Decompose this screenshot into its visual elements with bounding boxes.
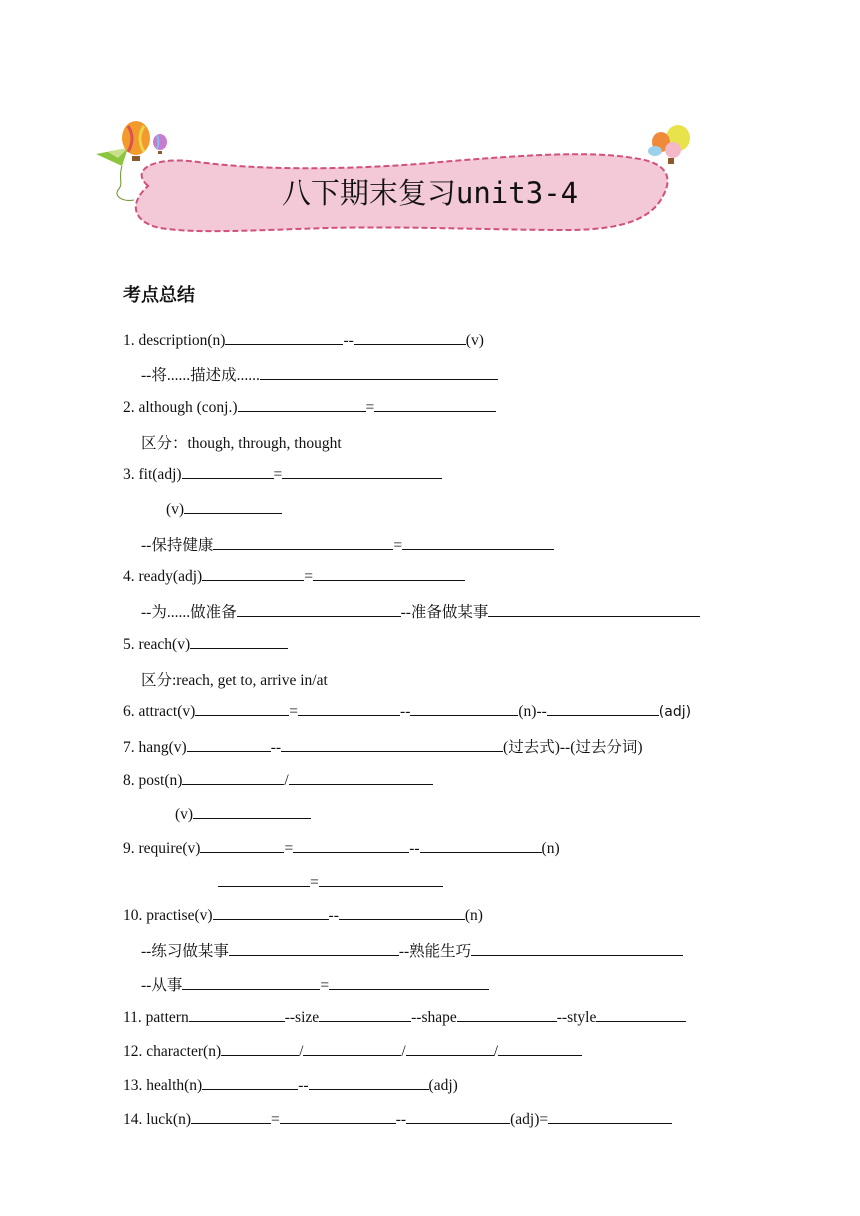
exercise-line xyxy=(141,600,700,622)
answer-blank[interactable] xyxy=(191,1109,271,1124)
answer-blank[interactable] xyxy=(457,1007,557,1022)
answer-blank[interactable] xyxy=(289,770,433,785)
answer-blank[interactable] xyxy=(329,975,489,990)
line-text: --为......做准备 xyxy=(141,604,237,621)
line-text: 1. description(n) xyxy=(123,332,226,349)
line-text: 9. require(v) xyxy=(123,840,201,857)
answer-blank[interactable] xyxy=(420,838,542,853)
answer-blank[interactable] xyxy=(339,905,465,920)
line-text: 5. reach(v) xyxy=(123,636,191,653)
line-text: = xyxy=(365,399,375,416)
answer-blank[interactable] xyxy=(193,804,311,819)
exercise-line xyxy=(123,464,442,484)
answer-blank[interactable] xyxy=(410,701,518,716)
line-text: = xyxy=(320,977,330,994)
answer-blank[interactable] xyxy=(182,464,274,479)
line-text: --熟能生巧 xyxy=(398,943,472,960)
answer-blank[interactable] xyxy=(260,365,498,380)
answer-blank[interactable] xyxy=(498,1041,582,1056)
line-text: 8. post(n) xyxy=(123,772,183,789)
line-text: 区分：though, through, thought xyxy=(141,435,342,452)
exercise-line xyxy=(141,533,554,555)
answer-blank[interactable] xyxy=(313,566,465,581)
answer-blank[interactable] xyxy=(202,566,304,581)
line-text: --style xyxy=(556,1009,597,1026)
line-text: (v) xyxy=(465,332,484,349)
exercise-line xyxy=(123,634,288,654)
line-text: --shape xyxy=(411,1009,457,1026)
exercise-line xyxy=(123,735,643,757)
exercise-line xyxy=(141,973,489,995)
exercise-line xyxy=(141,939,683,961)
answer-blank[interactable] xyxy=(547,701,659,716)
line-text: -- xyxy=(395,1111,407,1128)
line-text: (adj) xyxy=(428,1077,458,1094)
line-text: 区分:reach, get to, arrive in/at xyxy=(141,672,328,689)
line-text: = xyxy=(284,840,294,857)
line-text: = xyxy=(310,874,319,891)
answer-blank[interactable] xyxy=(354,330,466,345)
exercise-line xyxy=(123,770,433,790)
answer-blank[interactable] xyxy=(184,499,282,514)
exercise-line xyxy=(141,363,498,385)
line-text: = xyxy=(304,568,313,585)
answer-blank[interactable] xyxy=(406,1041,494,1056)
line-text: (n) xyxy=(464,907,483,924)
line-text: (过去式)-- xyxy=(503,739,571,756)
line-text: = xyxy=(271,1111,280,1128)
line-text: 2. although (conj.) xyxy=(123,399,238,416)
line-text: -- xyxy=(409,840,420,857)
answer-blank[interactable] xyxy=(282,464,442,479)
answer-blank[interactable] xyxy=(187,737,271,752)
line-text: --将......描述成...... xyxy=(141,367,260,384)
line-text: = xyxy=(273,466,283,483)
line-text: (adj)= xyxy=(510,1111,549,1128)
answer-blank[interactable] xyxy=(182,770,284,785)
line-text: 11. pattern xyxy=(123,1009,189,1026)
exercise-line xyxy=(141,668,328,690)
answer-blank[interactable] xyxy=(182,975,320,990)
exercise-line xyxy=(123,566,465,586)
line-text: / xyxy=(299,1043,304,1060)
answer-blank[interactable] xyxy=(471,941,683,956)
line-text: --size xyxy=(284,1009,320,1026)
line-text: 12. character(n) xyxy=(123,1043,222,1060)
answer-blank[interactable] xyxy=(202,1075,298,1090)
answer-blank[interactable] xyxy=(195,701,289,716)
line-text: -- xyxy=(343,332,354,349)
answer-blank[interactable] xyxy=(225,330,343,345)
answer-blank[interactable] xyxy=(213,535,393,550)
line-text: 6. attract(v) xyxy=(123,703,196,720)
answer-blank[interactable] xyxy=(293,838,409,853)
answer-blank[interactable] xyxy=(375,737,503,752)
answer-blank[interactable] xyxy=(406,1109,510,1124)
line-text: --准备做某事 xyxy=(400,604,489,621)
line-text: 13. health(n) xyxy=(123,1077,203,1094)
line-text: (过去分词) xyxy=(570,739,643,756)
exercise-line xyxy=(123,397,496,417)
line-text: (v) xyxy=(175,806,194,823)
balloons-icon xyxy=(648,125,690,164)
exercise-line xyxy=(123,701,691,721)
line-text: (n)-- xyxy=(518,703,547,720)
line-text: (n) xyxy=(541,840,560,857)
line-text: / xyxy=(284,772,289,789)
answer-blank[interactable] xyxy=(309,1075,429,1090)
line-text: 10. practise(v) xyxy=(123,907,213,924)
answer-blank[interactable] xyxy=(218,872,310,887)
answer-blank[interactable] xyxy=(221,1041,299,1056)
line-text: (v) xyxy=(166,501,185,518)
answer-blank[interactable] xyxy=(596,1007,686,1022)
exercise-line xyxy=(123,1041,582,1061)
exercise-line xyxy=(166,499,282,519)
answer-blank[interactable] xyxy=(189,1007,285,1022)
line-text: 4. ready(adj) xyxy=(123,568,203,585)
exercise-line xyxy=(123,905,483,925)
answer-blank[interactable] xyxy=(548,1109,672,1124)
line-text: / xyxy=(493,1043,499,1060)
line-text: 14. luck(n) xyxy=(123,1111,192,1128)
answer-blank[interactable] xyxy=(402,535,554,550)
answer-blank[interactable] xyxy=(374,397,496,412)
answer-blank[interactable] xyxy=(238,397,366,412)
answer-blank[interactable] xyxy=(298,701,400,716)
exercise-line xyxy=(141,431,342,453)
exercise-line xyxy=(123,1007,686,1027)
hot-air-balloon-icon xyxy=(122,121,167,161)
line-text: --保持健康 xyxy=(141,537,214,554)
answer-blank[interactable] xyxy=(229,941,399,956)
line-text: -- xyxy=(328,907,339,924)
exercise-line xyxy=(175,804,311,824)
answer-blank[interactable] xyxy=(319,1007,411,1022)
exercise-line xyxy=(123,838,560,858)
line-text: 7. hang(v) xyxy=(123,739,187,756)
answer-blank[interactable] xyxy=(200,838,284,853)
answer-blank[interactable] xyxy=(190,634,288,649)
page-title: 八下期末复习unit3-4 xyxy=(281,176,579,210)
answer-blank[interactable] xyxy=(213,905,329,920)
section-heading: 考点总结 xyxy=(123,285,195,306)
answer-blank[interactable] xyxy=(281,737,375,752)
answer-blank[interactable] xyxy=(319,872,443,887)
line-text: / xyxy=(401,1043,406,1060)
answer-blank[interactable] xyxy=(280,1109,396,1124)
line-text: --练习做某事 xyxy=(141,943,229,960)
line-text: 3. fit(adj) xyxy=(123,466,182,483)
answer-blank[interactable] xyxy=(488,602,700,617)
exercise-line xyxy=(123,1109,672,1129)
line-text: = xyxy=(289,703,299,720)
line-text: -- xyxy=(400,703,411,720)
line-text: = xyxy=(393,537,403,554)
answer-blank[interactable] xyxy=(237,602,401,617)
line-text: -- xyxy=(298,1077,309,1094)
answer-blank[interactable] xyxy=(303,1041,401,1056)
exercise-line xyxy=(123,1075,458,1095)
line-text: (adj) xyxy=(658,704,692,720)
line-text: --从事 xyxy=(141,977,183,994)
exercise-line xyxy=(123,330,484,350)
exercise-line xyxy=(218,872,443,892)
line-text: -- xyxy=(270,739,282,756)
